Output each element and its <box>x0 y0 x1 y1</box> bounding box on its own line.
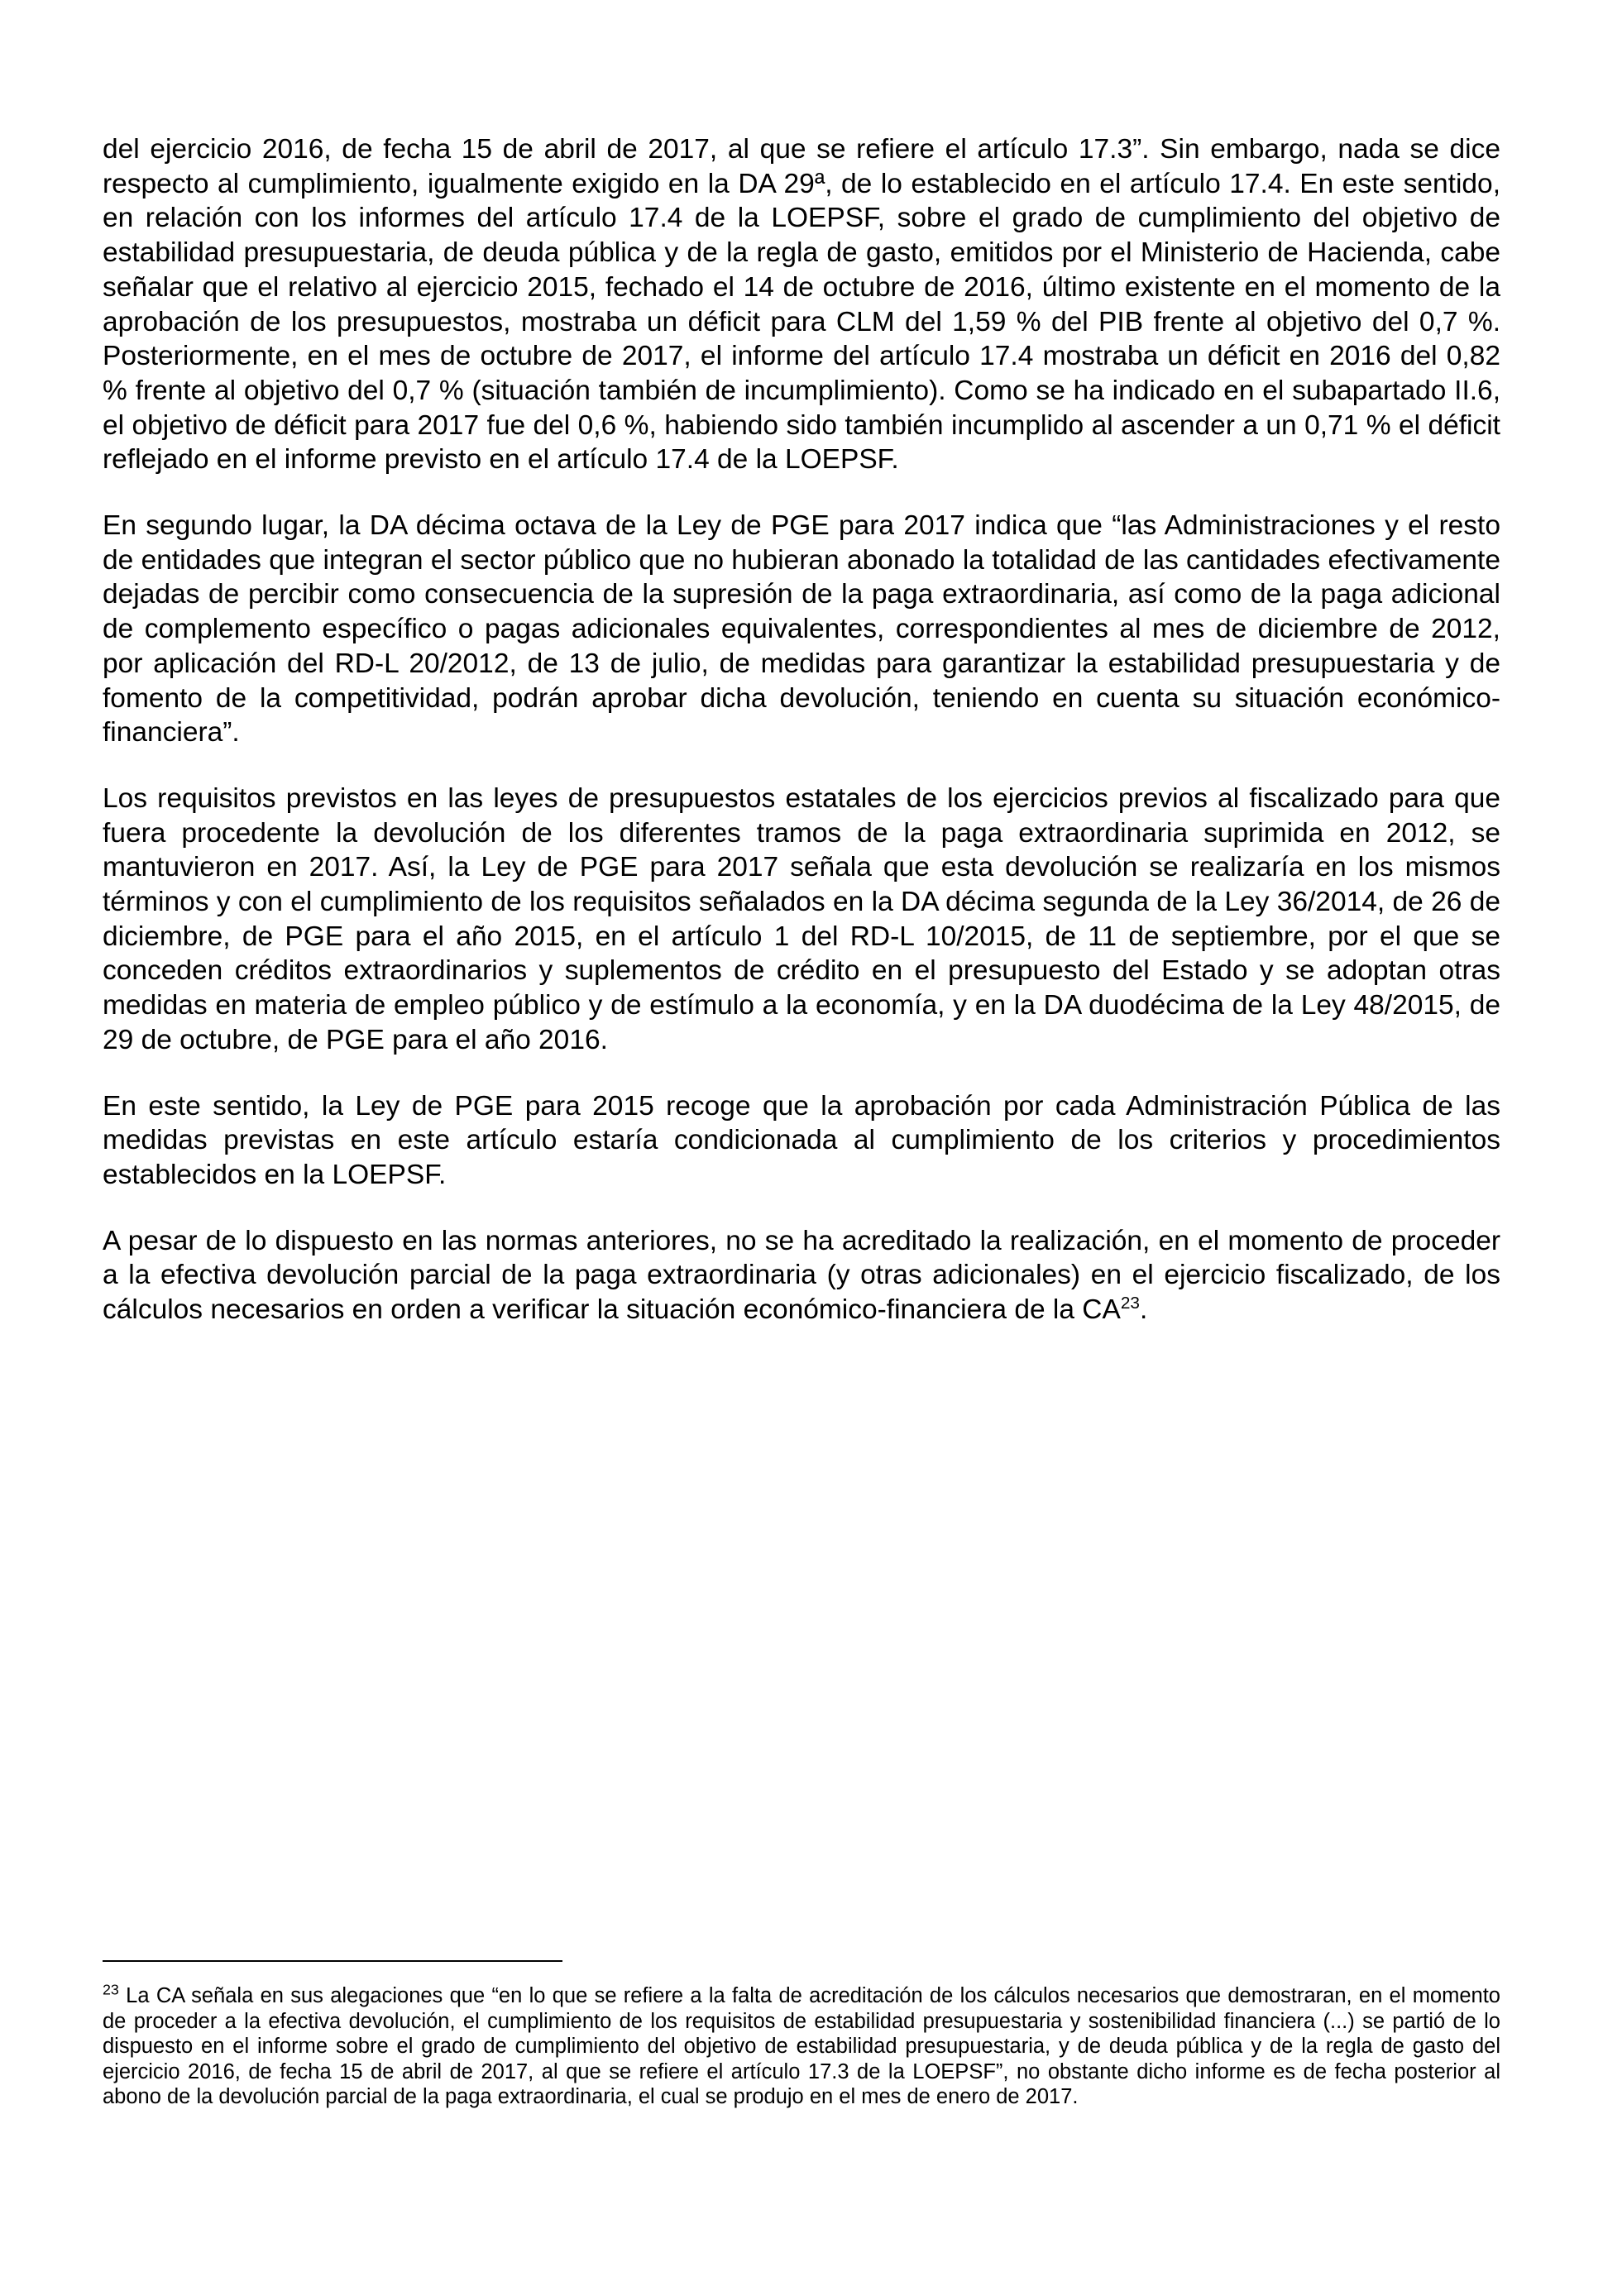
paragraph-2: En segundo lugar, la DA décima octava de la Ley de PGE para 2017 indica que “las Administraciones y el resto de entidades que integran el sector público que no hubieran abonado la totalidad de las cantidades efectivamente dejadas de percibir como consecuencia de la supresión de la paga extraordinaria, así como de la paga adicional de complemento específico o pagas adicionales equivalentes, correspondientes al mes de diciembre de 2012, por aplicación del RD-L 20/2012, de 13 de julio, de medidas para garantizar la estabilidad presupuestaria y de fomento de la competitividad, podrán aprobar dicha devolución, teniendo en cuenta su situación económico-financiera”. <box>103 510 1500 749</box>
footnote-separator <box>103 1960 562 1962</box>
paragraph-5 <box>103 1224 1500 1327</box>
paragraph-1: del ejercicio 2016, de fecha 15 de abril de 2017, al que se refiere el artículo 17.3”. Sin embargo, nada se dice respecto al cumplimiento, igualmente exigido en la DA 29ª, de lo establecido en el artículo 17.4. En este sentido, en relación con los informes del artículo 17.4 de la LOEPSF, sobre el grado de cumplimiento del objetivo de estabilidad presupuestaria, de deuda pública y de la regla de gasto, emitidos por el Ministerio de Hacienda, cabe señalar que el relativo al ejercicio 2015, fechado el 14 de octubre de 2016, último existente en el momento de la aprobación de los presupuestos, mostraba un déficit para CLM del 1,59 % del PIB frente al objetivo del 0,7 %. Posteriormente, en el mes de octubre de 2017, el informe del artículo 17.4 mostraba un déficit en 2016 del 0,82 % frente al objetivo del 0,7 % (situación también de incumplimiento). Como se ha indicado en el subapartado II.6, el objetivo de déficit para 2017 fue del 0,6 %, habiendo sido también incumplido al ascender a un 0,71 % el déficit reflejado en el informe previsto en el artículo 17.4 de la LOEPSF. <box>103 134 1500 476</box>
footnote-number: 23 <box>103 1981 119 1998</box>
paragraph-4: En este sentido, la Ley de PGE para 2015 recoge que la aprobación por cada Administración Pública de las medidas previstas en este artículo estaría condicionada al cumplimiento de los criterios y procedimientos establecidos en la LOEPSF. <box>103 1090 1500 1190</box>
footnote-text: La CA señala en sus alegaciones que “en lo que se refiere a la falta de acreditación de los cálculos necesarios que demostraran, en el momento de proceder a la efectiva devolución, el cumplimiento de los requisitos de estabilidad presupuestaria y sostenibilidad financiera (...) se partió de lo dispuesto en el informe sobre el grado de cumplimiento del objetivo de estabilidad presupuestaria, y de deuda pública y de la regla de gasto del ejercicio 2016, de fecha 15 de abril de 2017, al que se refiere el artículo 17.3 de la LOEPSF”, no obstante dicho informe es de fecha posterior al abono de la devolución parcial de la paga extraordinaria, el cual se produjo en el mes de enero de 2017. <box>103 1984 1500 2109</box>
footnote-reference[interactable]: 23 <box>1120 1293 1140 1313</box>
paragraph-5-text: A pesar de lo dispuesto en las normas anteriores, no se ha acreditado la realización, en el momento de proceder a la efectiva devolución parcial de la paga extraordinaria (y otras adicionales) en el ejercicio fiscalizado, de los cálculos necesarios en orden a verificar la situación económico-financiera de la CA <box>103 1225 1500 1326</box>
document-body <box>103 132 1500 1359</box>
footnote <box>103 1983 1500 2110</box>
paragraph-3: Los requisitos previstos en las leyes de presupuestos estatales de los ejercicios previos al fiscalizado para que fuera procedente la devolución de los diferentes tramos de la paga extraordinaria suprimida en 2012, se mantuvieron en 2017. Así, la Ley de PGE para 2017 señala que esta devolución se realizaría en los mismos términos y con el cumplimiento de los requisitos señalados en la DA décima segunda de la Ley 36/2014, de 26 de diciembre, de PGE para el año 2015, en el artículo 1 del RD-L 10/2015, de 11 de septiembre, por el que se conceden créditos extraordinarios y suplementos de crédito en el presupuesto del Estado y se adoptan otras medidas en materia de empleo público y de estímulo a la economía, y en la DA duodécima de la Ley 48/2015, de 29 de octubre, de PGE para el año 2016. <box>103 782 1500 1055</box>
paragraph-5-end: . <box>1139 1294 1148 1326</box>
